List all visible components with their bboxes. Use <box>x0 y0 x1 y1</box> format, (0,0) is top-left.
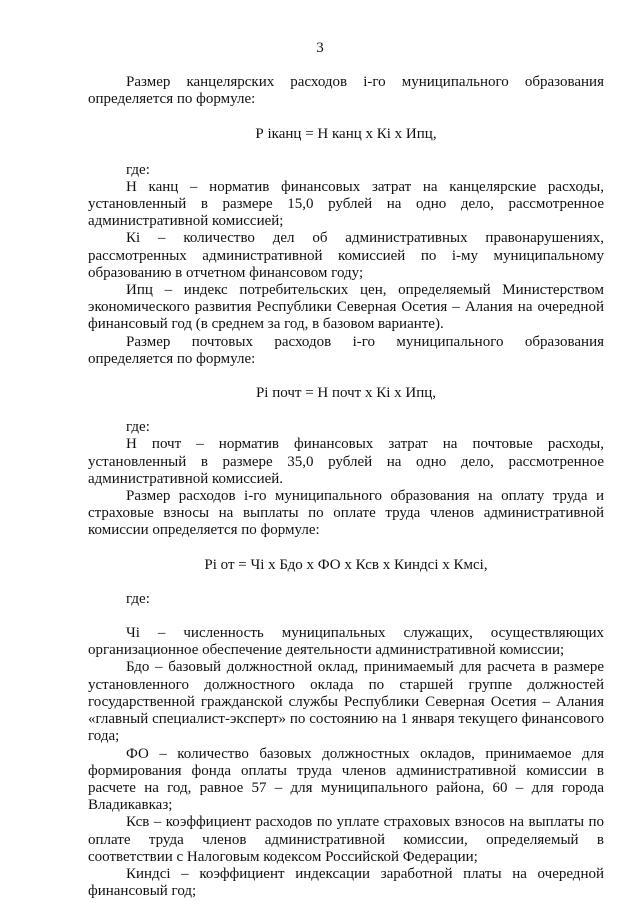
paragraph-salary-fund: ФО – количество базовых должностных окладов, принимаемое для формирования фонда оплаты труда членов административной комиссии в расчете на год, равное 57 – для муниципального района, 60 – для города Владикавказ; <box>88 745 604 814</box>
paragraph-indexation-coefficient: Киндсi – коэффициент индексации заработной платы на очередной финансовый год; <box>88 865 604 900</box>
spacer <box>88 608 604 625</box>
where-label: где: <box>126 161 150 178</box>
document-body <box>88 74 604 900</box>
formula-salary: Рi от = Чi х Бдо х ФО х Ксв х Киндсi х Кмсi, <box>204 556 488 573</box>
formula-postal: Рi почт = Н почт х Кi х Ипц, <box>255 385 437 402</box>
paragraph-case-count: Кi – количество дел об административных правонарушениях, рассмотренных административной комиссией по i-му муниципальному образованию в отчетном финансовом году; <box>88 230 604 281</box>
paragraph-staff-count: Чi – численность муниципальных служащих, осуществляющих организационное обеспечение деятельности административной комиссии; <box>88 625 604 659</box>
paragraph-insurance-coefficient: Ксв – коэффициент расходов по уплате страховых взносов на выплаты по оплате труда членов административной комиссии, определяемый в соответствии с Налоговым кодексом Российской Федерации; <box>88 814 604 865</box>
page-number: 3 <box>316 40 324 56</box>
where-label: где: <box>126 590 150 607</box>
paragraph-postal-expenses: Размер почтовых расходов i-го муниципального образования определяется по формуле: <box>88 333 604 367</box>
paragraph-price-index: Ипц – индекс потребительских цен, определяемый Министерством экономического развития Республики Северная Осетия – Алания на очередной финансовый год (в среднем за год, в базовом варианте). <box>88 282 604 333</box>
formula-chancery: Р iканц = Н канц х Кi х Ипц, <box>255 126 437 143</box>
paragraph-chancery-expenses: Размер канцелярских расходов i-го муниципального образования определяется по формуле: <box>88 74 604 108</box>
paragraph-chancery-norm: Н канц – норматив финансовых затрат на канцелярские расходы, установленный в размере 15,0 рублей на одно дело, рассмотренное административной комиссией; <box>88 178 604 230</box>
paragraph-base-salary: Бдо – базовый должностной оклад, принимаемый для расчета в размере установленного должностного оклада по старшей группе должностей государственной гражданской службы Республики Северная Осетия – Алания «главный специалист-эксперт» по состоянию на 1 января текущего финансового года; <box>88 659 604 745</box>
paragraph-salary-expenses: Размер расходов i-го муниципального образования на оплату труда и страховые взносы на выплаты по оплате труда членов административной комиссии определяется по формуле: <box>88 488 604 539</box>
paragraph-postal-norm: Н почт – норматив финансовых затрат на почтовые расходы, установленный в размере 35,0 рублей на одно дело, рассмотренное административной комиссией. <box>88 436 604 487</box>
where-label: где: <box>126 419 150 436</box>
